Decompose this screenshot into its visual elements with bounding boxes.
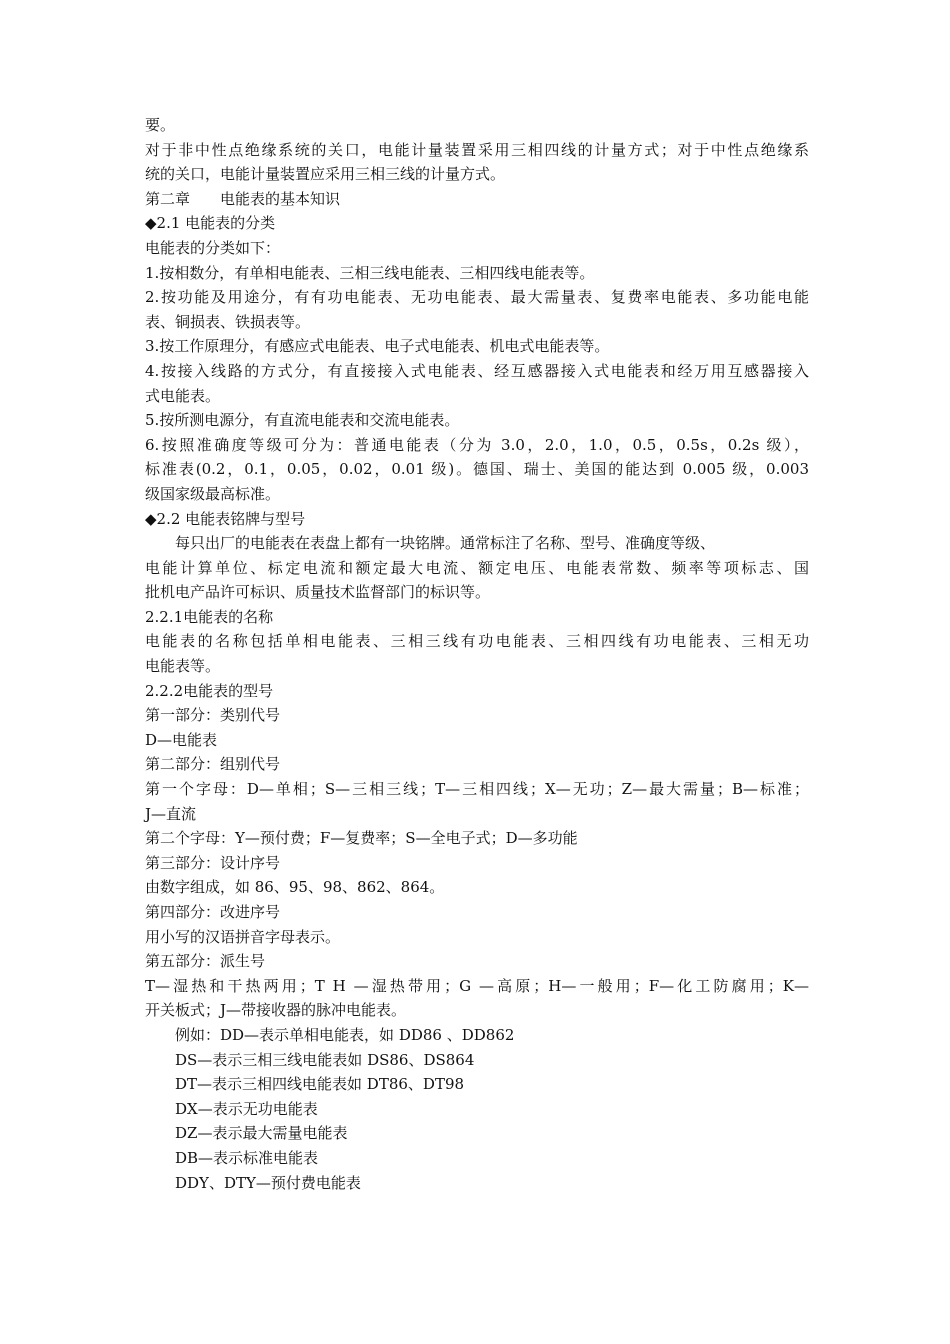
list-item: 5.按所测电源分，有直流电能表和交流电能表。 — [145, 411, 460, 430]
section-heading: ◆2.2 电能表铭牌与型号 — [145, 509, 306, 528]
text-line: 式电能表。 — [145, 386, 221, 405]
text-line: 第一个字母：D—单相；S—三相三线；T—三相四线；X—无功；Z—最大需量；B—标准； — [145, 780, 809, 799]
list-item: 6.按照准确度等级可分为：普通电能表（分为 3.0，2.0，1.0，0.5，0.5s，0.2s 级）， — [145, 435, 809, 454]
list-item: 3.按工作原理分，有感应式电能表、电子式电能表、机电式电能表等。 — [145, 337, 610, 356]
text-line: 对于非中性点绝缘系统的关口，电能计量装置采用三相四线的计量方式；对于中性点绝缘系 — [145, 140, 809, 159]
text-line: 第三部分：设计序号 — [145, 853, 281, 872]
subsection-heading: 2.2.2电能表的型号 — [145, 681, 274, 700]
text-line: 用小写的汉语拼音字母表示。 — [145, 927, 341, 946]
text-line: 第四部分：改进序号 — [145, 903, 281, 921]
text-line: 第二部分：组别代号 — [145, 755, 281, 774]
list-item: 1.按相数分，有单相电能表、三相三线电能表、三相四线电能表等。 — [145, 263, 595, 282]
example-line: 例如：DD—表示单相电能表，如 DD86 、DD862 — [175, 1025, 515, 1044]
text-line: 级国家级最高标准。 — [145, 484, 281, 503]
example-line: DS—表示三相三线电能表如 DS86、DS864 — [175, 1050, 475, 1069]
chapter-heading: 第二章 电能表的基本知识 — [145, 189, 341, 208]
list-item: 2.按功能及用途分，有有功电能表、无功电能表、最大需量表、复费率电能表、多功能电能 — [145, 288, 809, 307]
example-line: DX—表示无功电能表 — [175, 1099, 318, 1118]
example-line: DDY、DTY—预付费电能表 — [175, 1173, 361, 1192]
text-line: 要。 — [145, 116, 176, 134]
example-line: DT—表示三相四线电能表如 DT86、DT98 — [175, 1075, 465, 1094]
text-line: 第一部分：类别代号 — [145, 706, 281, 725]
example-line: DB—表示标准电能表 — [175, 1148, 319, 1167]
text-line: 电能计算单位、标定电流和额定最大电流、额定电压、电能表常数、频率等项标志、国 — [145, 558, 809, 577]
text-line: 第五部分：派生号 — [145, 952, 266, 971]
subsection-heading: 2.2.1电能表的名称 — [145, 607, 274, 626]
section-heading: ◆2.1 电能表的分类 — [145, 214, 276, 233]
text-line: 每只出厂的电能表在表盘上都有一块铭牌。通常标注了名称、型号、准确度等级、 — [175, 534, 716, 553]
document-body — [145, 113, 809, 1195]
text-line: 开关板式；J—带接收器的脉冲电能表。 — [145, 1001, 407, 1020]
text-line: 第二个字母：Y—预付费；F—复费率；S—全电子式；D—多功能 — [145, 829, 578, 848]
text-line: 电能表的名称包括单相电能表、三相三线有功电能表、三相四线有功电能表、三相无功 — [145, 632, 809, 651]
example-line: DZ—表示最大需量电能表 — [175, 1124, 348, 1143]
text-line: 由数字组成，如 86、95、98、862、864。 — [145, 878, 445, 897]
text-line: 标准表(0.2，0.1，0.05，0.02，0.01 级)。德国、瑞士、美国的能达到 0.005 级，0.003 — [145, 460, 809, 479]
text-line: 电能表等。 — [145, 657, 221, 676]
text-line: 批机电产品许可标识、质量技术监督部门的标识等。 — [145, 583, 491, 602]
text-line: D—电能表 — [145, 730, 218, 749]
text-line: 表、铜损表、铁损表等。 — [145, 312, 311, 331]
text-line: 统的关口，电能计量装置应采用三相三线的计量方式。 — [145, 165, 506, 184]
list-item: 4.按接入线路的方式分，有直接接入式电能表、经互感器接入式电能表和经万用互感器接入 — [145, 361, 809, 380]
text-line: J—直流 — [145, 804, 197, 823]
text-line: T—湿热和干热两用；T H —湿热带用；G —高原；H—一般用；F—化工防腐用；K— — [145, 976, 809, 995]
text-line: 电能表的分类如下： — [145, 238, 281, 257]
